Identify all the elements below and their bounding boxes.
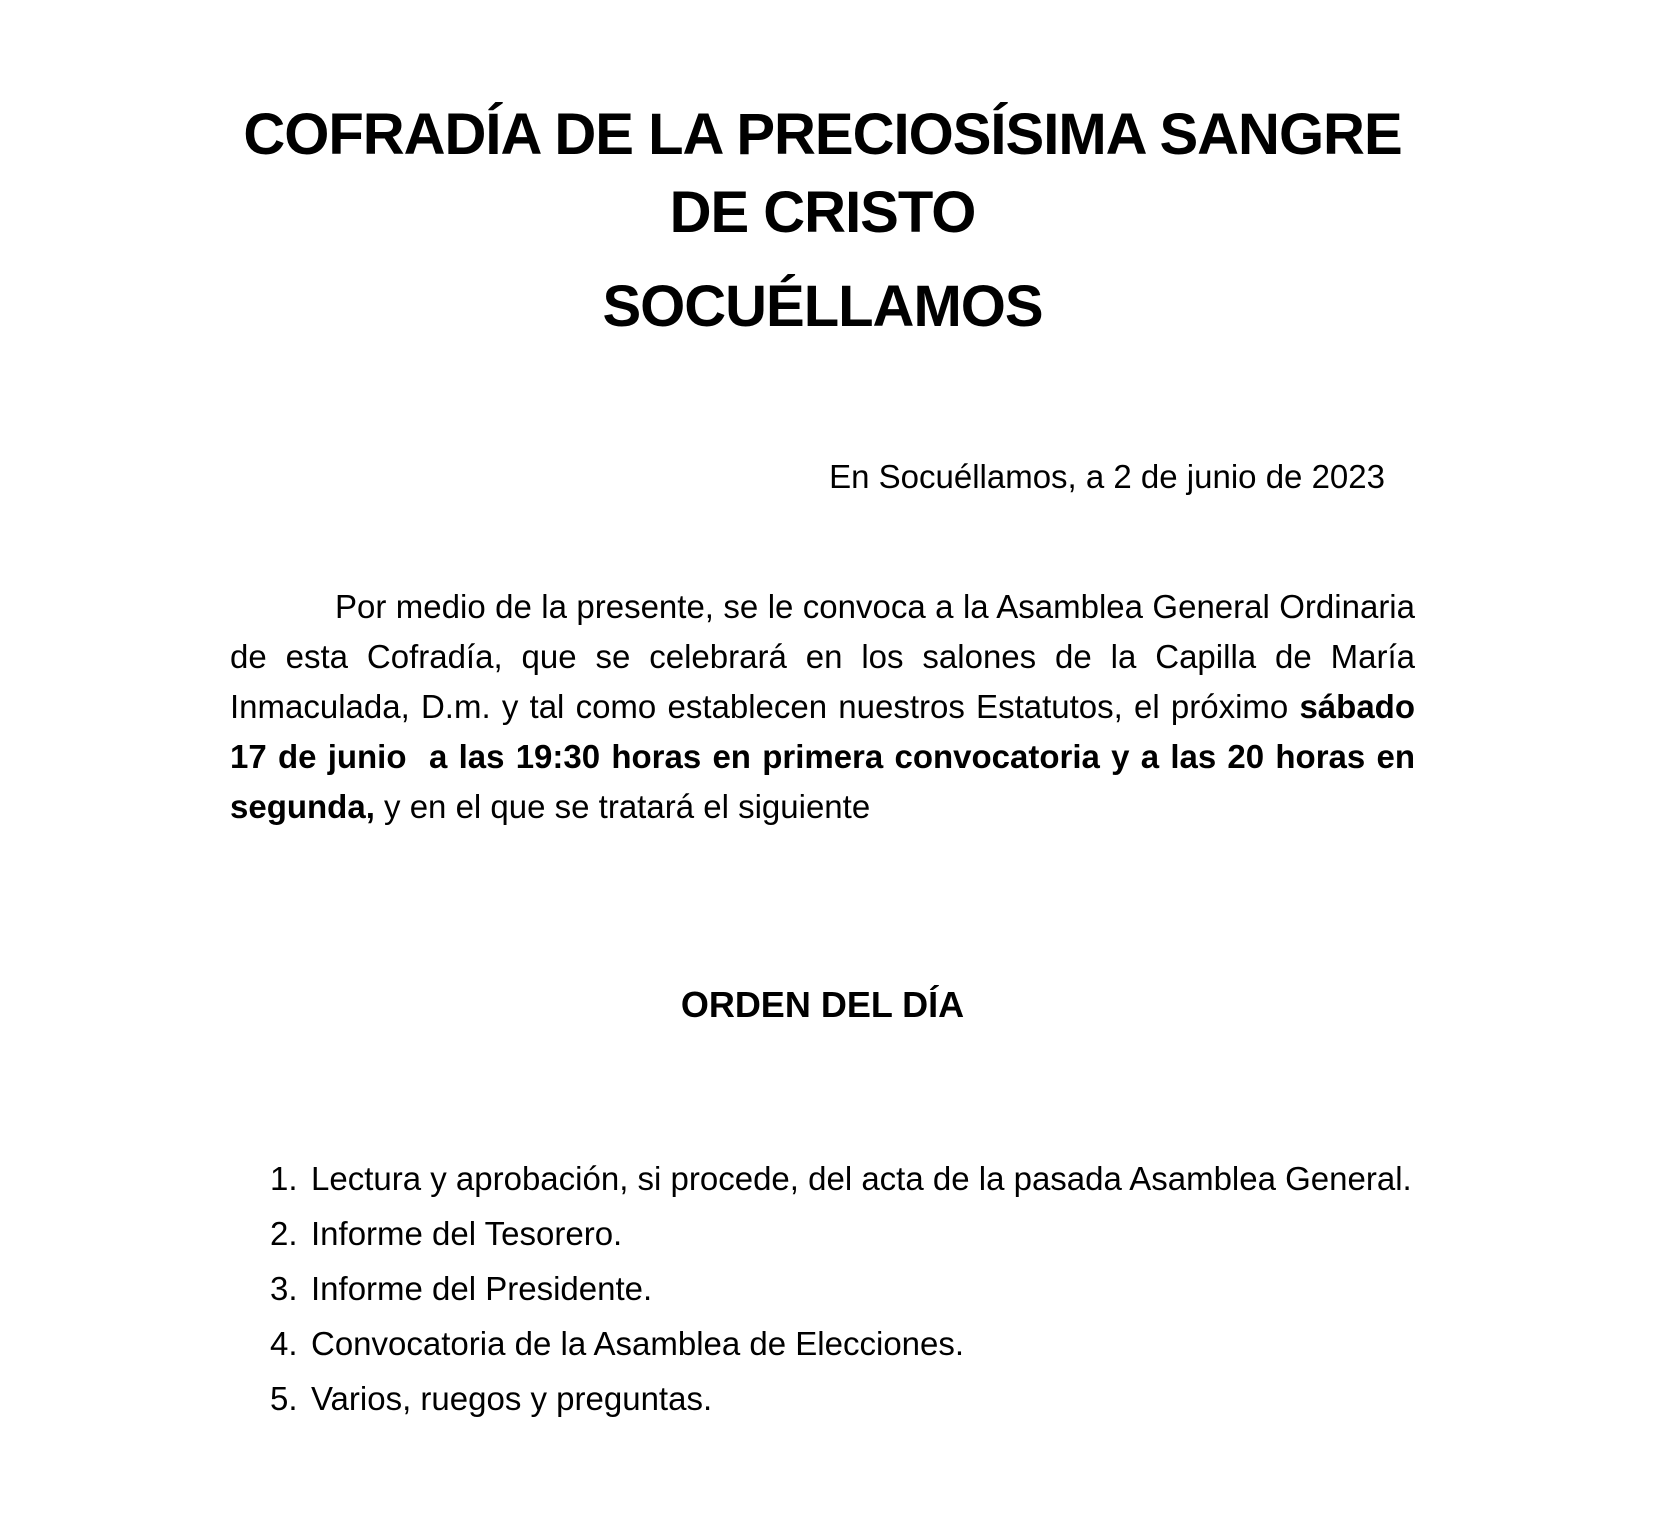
agenda-heading: ORDEN DEL DÍA <box>680 984 965 1025</box>
agenda-item-4: Convocatoria de la Asamblea de Elecciones. <box>311 1325 965 1362</box>
agenda-item-5: Varios, ruegos y preguntas. <box>311 1380 713 1417</box>
document-title-line2: DE CRISTO <box>669 180 976 245</box>
body-paragraph-bold: sábado 17 de junio a las 19:30 horas en primera convocatoria y a las 20 horas en segunda, <box>230 688 1425 825</box>
body-paragraph-part1: Por medio de la presente, se le convoca a la Asamblea General Ordinaria de esta Cofradía, que se celebrará en los salones de la Capilla de María Inmaculada, D.m. y tal como establecen nuestros Estatutos, el próximo <box>230 588 1425 725</box>
document-subtitle: SOCUÉLLAMOS <box>602 274 1043 339</box>
agenda-list <box>230 1154 1415 1424</box>
document-title-line1: COFRADÍA DE LA PRECIOSÍSIMA SANGRE <box>243 102 1402 167</box>
agenda-item-3: Informe del Presidente. <box>311 1270 653 1307</box>
document-title <box>230 96 1415 252</box>
body-paragraph <box>230 582 1425 832</box>
document-content <box>230 0 1425 1429</box>
agenda-item-2: Informe del Tesorero. <box>311 1215 623 1252</box>
dateline: En Socuéllamos, a 2 de junio de 2023 <box>829 458 1385 495</box>
agenda-item-1: Lectura y aprobación, si procede, del acta de la pasada Asamblea General. <box>311 1160 1412 1197</box>
body-paragraph-part2: y en el que se tratará el siguiente <box>374 788 871 825</box>
